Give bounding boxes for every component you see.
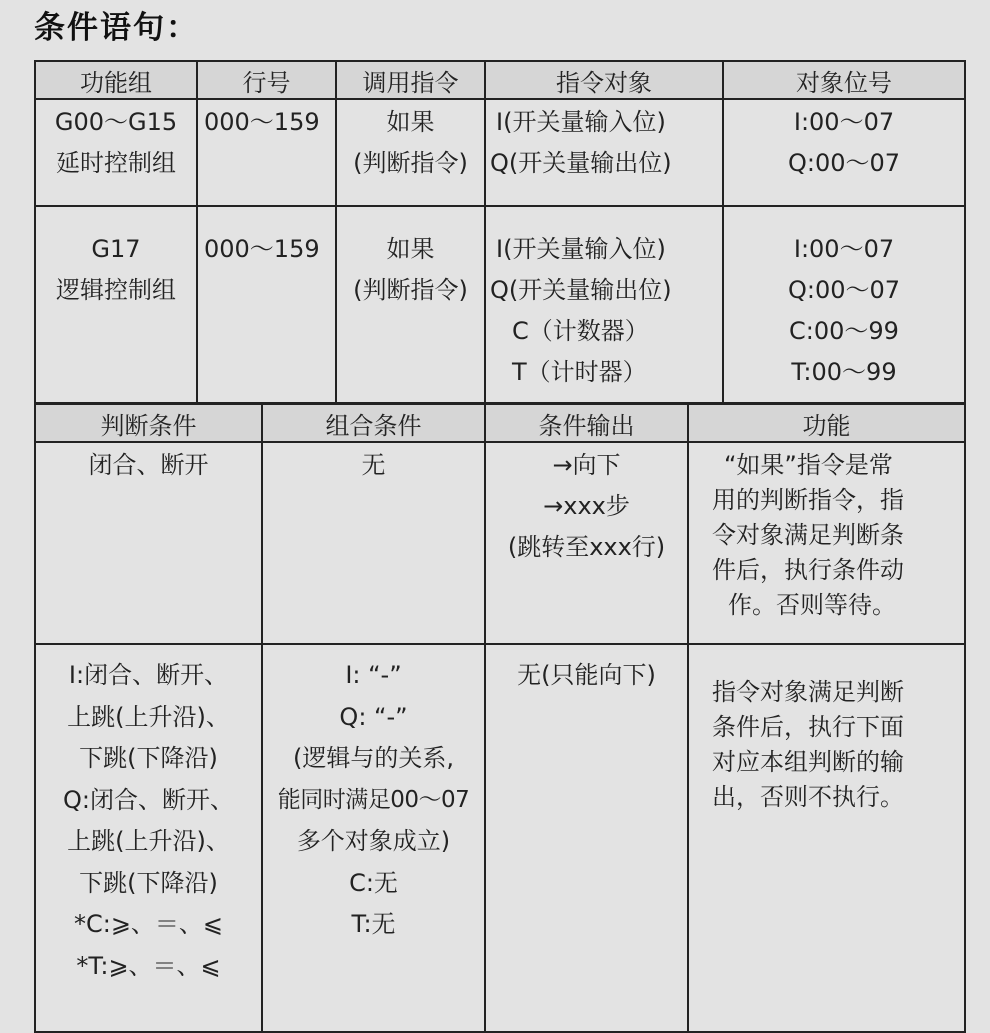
instruction-table [34, 60, 966, 425]
header-cell: 组合条件 [262, 404, 485, 443]
function-cell: “如果”指令是常 用的判断指令，指 令对象满足判断条 件后，执行条件动 作。否则等待。 [688, 442, 965, 644]
combination-cell: 无 [262, 442, 485, 644]
condition-table [34, 402, 966, 1033]
group-cell: G00～G15 延时控制组 [35, 99, 197, 206]
header-cell: 条件输出 [485, 404, 688, 443]
header-cell: 判断条件 [35, 404, 262, 443]
table-header-row [35, 404, 965, 443]
combination-cell: I: “-” Q: “-” (逻辑与的关系, 能同时满足00～07 多个对象成立) C:无 T:无 [262, 644, 485, 1032]
instruction-cell: 如果 (判断指令) [336, 206, 485, 424]
line-no-cell: 000～159 [197, 99, 336, 206]
header-cell: 行号 [197, 61, 336, 99]
table-row [35, 644, 965, 1032]
page-title: 条件语句： [34, 10, 199, 46]
output-cell: →向下 →xxx步 (跳转至xxx行) [485, 442, 688, 644]
object-cell: I(开关量输入位) Q(开关量输出位) C（计数器） T（计时器） [485, 206, 723, 424]
position-cell: I:00～07 Q:00～07 C:00～99 T:00～99 [723, 206, 965, 424]
header-cell: 功能组 [35, 61, 197, 99]
header-cell: 对象位号 [723, 61, 965, 99]
line-no-cell: 000～159 [197, 206, 336, 424]
object-cell: I(开关量输入位) Q(开关量输出位) [485, 99, 723, 206]
condition-cell: 闭合、断开 [35, 442, 262, 644]
table-row [35, 99, 965, 206]
table-header-row [35, 61, 965, 99]
table-row [35, 442, 965, 644]
output-cell: 无(只能向下) [485, 644, 688, 1032]
header-cell: 调用指令 [336, 61, 485, 99]
condition-cell: I:闭合、断开、 上跳(上升沿)、 下跳(下降沿) Q:闭合、断开、 上跳(上升沿)、 下跳(下降沿) *C:⩾、＝、⩽ *T:⩾、＝、⩽ [35, 644, 262, 1032]
table-row [35, 206, 965, 424]
group-cell: G17 逻辑控制组 [35, 206, 197, 424]
position-cell: I:00～07 Q:00～07 [723, 99, 965, 206]
instruction-cell: 如果 (判断指令) [336, 99, 485, 206]
function-cell: 指令对象满足判断 条件后，执行下面 对应本组判断的输 出，否则不执行。 [688, 644, 965, 1032]
header-cell: 功能 [688, 404, 965, 443]
header-cell: 指令对象 [485, 61, 723, 99]
